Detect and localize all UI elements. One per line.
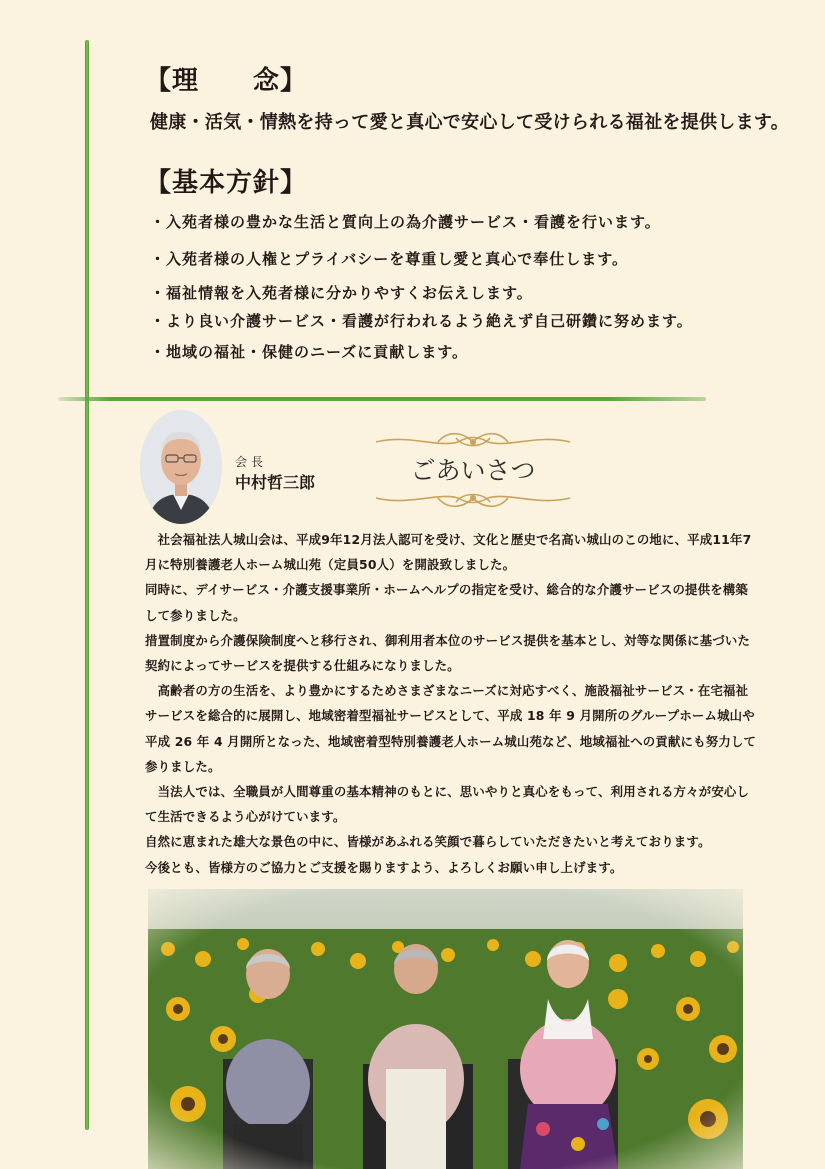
greeting-paragraph: 今後とも、皆様方のご協力とご支援を賜りますよう、よろしくお願い申し上げます。 [145, 859, 623, 875]
chairman-portrait-photo [140, 410, 222, 524]
greeting-paragraph: 社会福祉法人城山会は、平成9年12月法人認可を受け、文化と歴史で名高い城山のこの地に、平成11年7月に特別養護老人ホーム城山苑（定員50人）を開設致しました。 [145, 532, 752, 573]
greeting-title: ごあいさつ [410, 456, 536, 485]
greeting-paragraph: 高齢者の方の生活を、より豊かにするためさまざまなニーズに対応すべく、施設福祉サービス・在宅福祉サービスを総合的に展開し、地域密着型福祉サービスとして、平成 18 年 9 月開所のグループホーム城山や平成 26 年 4 月開所となった、地域密着型特別養護老人ホーム城山苑など、地域福祉への貢献にも努力して参りました。 [145, 683, 757, 774]
greeting-paragraph: 自然に恵まれた雄大な景色の中に、皆様があふれる笑顔で暮らしていただきたいと考えております。 [145, 834, 711, 850]
policy-heading: 【基本方針】 [145, 168, 308, 198]
greeting-paragraph: 措置制度から介護保険制度へと移行され、御利用者本位のサービス提供を基本とし、対等な関係に基づいた契約によってサービスを提供する仕組みになりました。 [145, 632, 751, 674]
horizontal-divider-line [58, 397, 706, 401]
greeting-paragraph: 同時に、デイサービス・介護支援事業所・ホームヘルプの指定を受け、総合的な介護サービスの提供を構築して参りました。 [145, 582, 748, 623]
greeting-paragraph: 当法人では、全職員が人間尊重の基本精神のもとに、思いやりと真心をもって、利用される方々が安心して生活できるよう心がけています。 [145, 784, 750, 825]
chairman-name: 中村哲三郎 [235, 473, 316, 492]
chairman-title: 会長 [235, 455, 268, 469]
vertical-divider-line [85, 40, 89, 1130]
policy-item: ・福祉情報を入苑者様に分かりやすくお伝えします。 [150, 284, 533, 302]
philosophy-heading: 【理 念】 [145, 66, 308, 96]
policy-item: ・地域の福祉・保健のニーズに貢献します。 [150, 343, 469, 361]
philosophy-text: 健康・活気・情熱を持って愛と真心で安心して受けられる福祉を提供します。 [150, 112, 790, 133]
policy-item: ・入苑者様の人権とプライバシーを尊重し愛と真心で奉仕します。 [150, 250, 629, 268]
policy-item: ・入苑者様の豊かな生活と質向上の為介護サービス・看護を行います。 [150, 213, 661, 231]
policy-item: ・より良い介護サービス・看護が行われるよう絶えず自己研鑽に努めます。 [150, 312, 693, 330]
greeting-body [145, 527, 757, 880]
sunflower-field-photo [148, 889, 743, 1169]
